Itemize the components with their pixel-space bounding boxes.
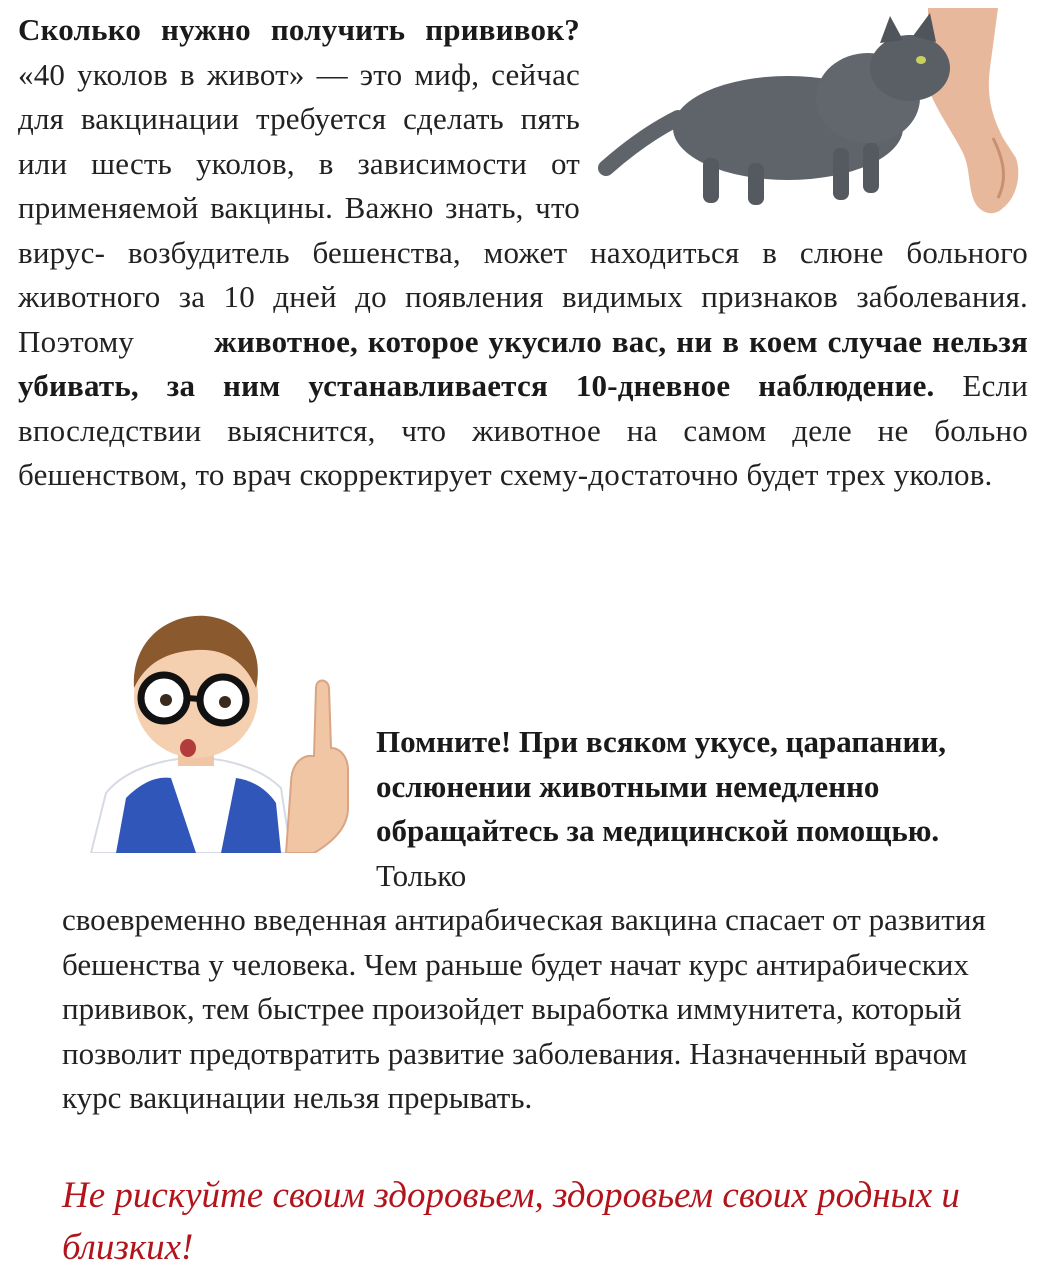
intro-bold-middle: животное, которое укусило вас, ни в коем случае нельзя убивать, за ним устанавливается 10-дневное наблюдение. (18, 323, 1028, 403)
cat-biting-hand-image (598, 8, 1028, 223)
boy-illustration (86, 608, 376, 853)
reminder-text-head: Только (376, 857, 467, 893)
reminder-paragraph (62, 898, 1002, 1121)
reminder-heading (376, 720, 1016, 898)
intro-text: «40 уколов в живот» — это миф, сейчас для вакцинации требуется сделать пять или шесть уколов, в зависимости от применяемой вакцины. Важно знать, что вирус- возбудитель бешенства, может находиться в слюне больного животного за 10 дней до появления видимых признаков заболевания. Поэтому (18, 56, 1028, 359)
intro-bold-lead: Сколько нужно получить прививок? (18, 12, 580, 47)
intro-paragraph (18, 8, 1028, 498)
slogan: Не рискуйте своим здоровьем, здоровьем своих родных и близких! (62, 1175, 960, 1268)
reminder-bold: Помните! При всяком укусе, царапании, ослюнении животными немедленно обращайтесь за медицинской помощью. (376, 724, 947, 848)
cat-illustration (598, 8, 1028, 223)
reminder-text: своевременно введенная антирабическая вакцина спасает от развития бешенства у человека. Чем раньше будет начат курс антирабических прививок, тем быстрее произойдет выработка иммунитета, который позволит предотвратить развитие заболевания. Назначенный врачом курс вакцинации нельзя прерывать. (62, 902, 986, 1115)
intro-text-end: Если впоследствии выяснится, что животное на самом деле не больно бешенством, то врач скорректирует схему-достаточно будет трех уколов. (18, 368, 1028, 492)
boy-pointing-image (86, 608, 376, 853)
